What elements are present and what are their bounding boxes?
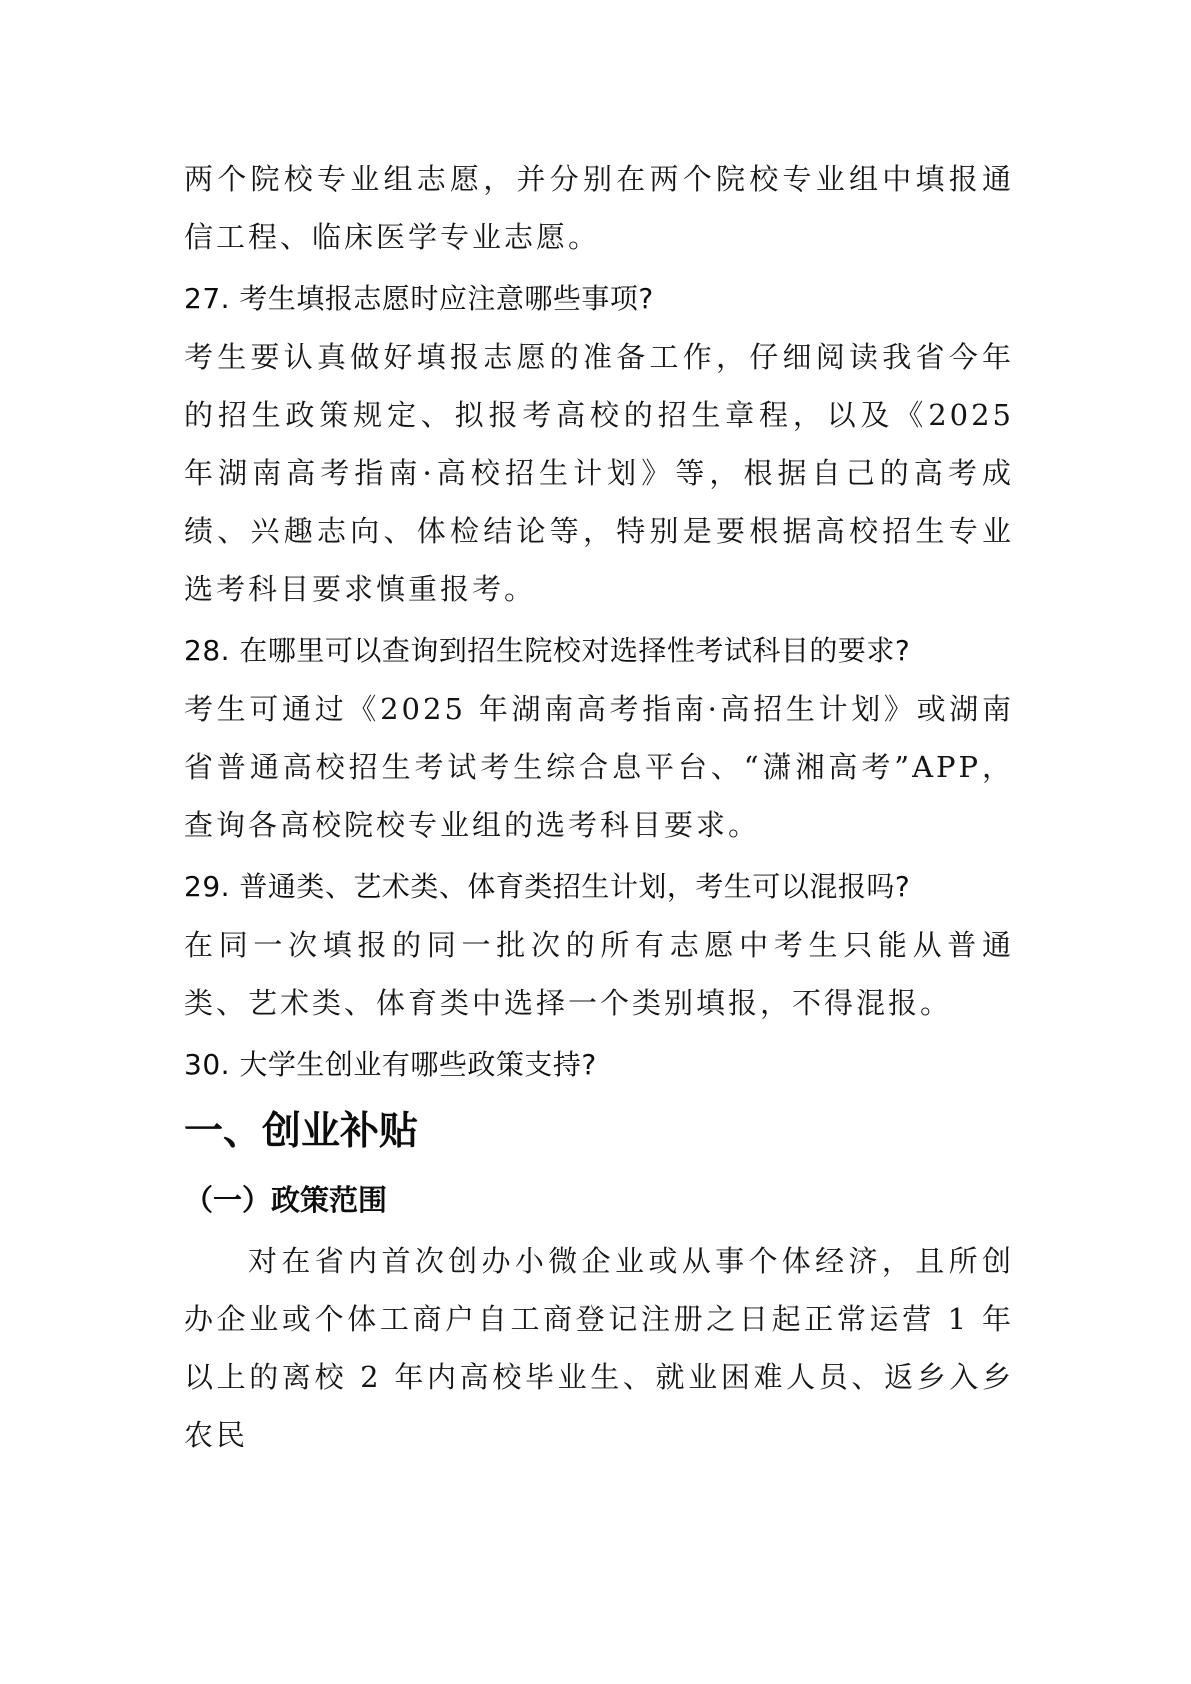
- question-30: 30. 大学生创业有哪些政策支持?: [184, 1048, 597, 1081]
- subsection-heading: （一）政策范围: [184, 1183, 388, 1217]
- question-28: 28. 在哪里可以查询到招生院校对选择性考试科目的要求?: [184, 634, 911, 667]
- answer-28: 考生可通过《2025 年湖南高考指南·高招生计划》或湖南省普通高校招生考试考生综合息平台、“潇湘高考”APP，查询各高校院校专业组的选考科目要求。: [184, 692, 1014, 842]
- answer-29: 在同一次填报的同一批次的所有志愿中考生只能从普通类、艺术类、体育类中选择一个类别填报，不得混报。: [184, 928, 1014, 1020]
- paragraph-continuation: 两个院校专业组志愿，并分别在两个院校专业组中填报通信工程、临床医学专业志愿。: [184, 162, 1014, 254]
- answer-30-paragraph: 对在省内首次创办小微企业或从事个体经济，且所创办企业或个体工商户自工商登记注册之日起正常运营 1 年以上的离校 2 年内高校毕业生、就业困难人员、返乡入乡农民: [184, 1244, 1014, 1452]
- question-29: 29. 普通类、艺术类、体育类招生计划，考生可以混报吗?: [184, 870, 911, 903]
- document-page: [184, 150, 1014, 1464]
- answer-27: 考生要认真做好填报志愿的准备工作，仔细阅读我省今年的招生政策规定、拟报考高校的招生章程，以及《2025 年湖南高考指南·高校招生计划》等，根据自己的高考成绩、兴趣志向、体检结论等，特别是要根据高校招生专业选考科目要求慎重报考。: [184, 340, 1014, 606]
- question-27: 27. 考生填报志愿时应注意哪些事项?: [184, 282, 654, 315]
- section-heading: 一、创业补贴: [184, 1108, 419, 1154]
